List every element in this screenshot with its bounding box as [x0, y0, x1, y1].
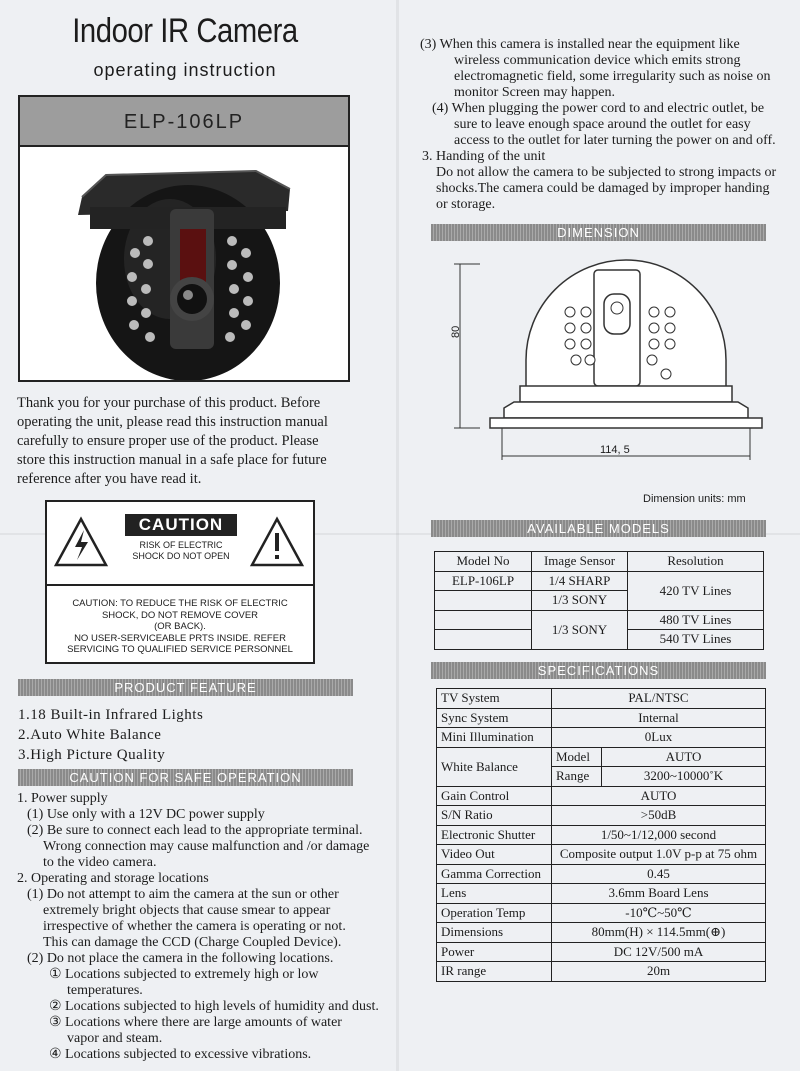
exclamation-warning-icon [249, 516, 305, 568]
models-table [434, 551, 764, 650]
caution-sub-line: SHOCK DO NOT OPEN [132, 551, 230, 561]
list-item: wireless communication device which emits strong [454, 53, 741, 68]
table-cell: 420 TV Lines [628, 571, 764, 610]
table-row [435, 610, 764, 630]
handling-text [420, 37, 792, 213]
list-item: vapor and steam. [67, 1031, 163, 1046]
spec-value: 0Lux [552, 728, 766, 748]
caution-label [45, 500, 315, 664]
list-item: (1) Do not attempt to aim the camera at the sun or other [27, 887, 339, 902]
table-row [437, 825, 766, 845]
list-item: (3) When this camera is installed near the equipment like [420, 37, 740, 52]
list-item: Wrong connection may cause malfunction and /or damage [43, 839, 370, 854]
caution-text-line: CAUTION: TO REDUCE THE RISK OF ELECTRIC [72, 598, 288, 609]
caution-text-line: SERVICING TO QUALIFIED SERVICE PERSONNEL [67, 644, 293, 655]
table-row [435, 552, 764, 572]
spec-value: >50dB [552, 806, 766, 826]
table-cell [435, 610, 532, 630]
spec-sublabel: Model [552, 747, 602, 767]
dimension-units: Dimension units: mm [643, 493, 746, 505]
model-name: ELP-106LP [20, 97, 348, 147]
dimension-height: 80 [450, 325, 462, 338]
spec-value: 80mm(H) × 114.5mm(⊕) [552, 923, 766, 943]
spec-label: Lens [437, 884, 552, 904]
spec-label: Electronic Shutter [437, 825, 552, 845]
table-row [437, 942, 766, 962]
list-item: monitor Screen may happen. [454, 85, 615, 100]
model-panel [18, 95, 350, 382]
table-row [435, 571, 764, 591]
caution-sub-line: RISK OF ELECTRIC [139, 540, 223, 550]
spec-value: DC 12V/500 mA [552, 942, 766, 962]
spec-value: 0.45 [552, 864, 766, 884]
list-item: access to the outlet for later turning the power on and off. [454, 133, 776, 148]
spec-sublabel: Range [552, 767, 602, 787]
caution-text-line: (OR BACK). [154, 621, 206, 632]
table-row [437, 923, 766, 943]
list-item: 1.18 Built-in Infrared Lights [18, 707, 204, 723]
intro-line: operating the unit, please read this instruction manual [17, 414, 328, 430]
spec-label: Dimensions [437, 923, 552, 943]
table-row [437, 747, 766, 767]
table-row [437, 962, 766, 982]
table-cell: 540 TV Lines [628, 630, 764, 650]
table-cell [435, 630, 532, 650]
caution-sub [125, 540, 237, 562]
table-cell: ELP-106LP [435, 571, 532, 591]
table-header: Resolution [628, 552, 764, 572]
safe-operation-list [17, 791, 387, 1063]
spec-value: PAL/NTSC [552, 689, 766, 709]
table-row [437, 708, 766, 728]
list-item: 2. Operating and storage locations [17, 871, 209, 886]
table-header: Model No [435, 552, 532, 572]
caution-text [47, 598, 313, 656]
intro-paragraph [17, 394, 367, 489]
dimension-heading: DIMENSION [431, 224, 766, 241]
table-cell: 1/3 SONY [532, 591, 628, 611]
spec-label: Gamma Correction [437, 864, 552, 884]
list-item: temperatures. [67, 983, 143, 998]
caution-text-line: NO USER-SERVICEABLE PRTS INSIDE. REFER [74, 632, 286, 644]
spec-value: AUTO [602, 747, 766, 767]
spec-label: Video Out [437, 845, 552, 865]
spec-label: TV System [437, 689, 552, 709]
table-row [437, 786, 766, 806]
list-item: 1. Power supply [17, 791, 108, 806]
camera-photo [20, 149, 348, 380]
list-item: irrespective of whether the camera is operating or not. [43, 919, 346, 934]
list-item: ④ Locations subjected to excessive vibrations. [49, 1047, 312, 1062]
specifications-heading: SPECIFICATIONS [431, 662, 766, 679]
list-item: ② Locations subjected to high levels of humidity and dust. [49, 999, 379, 1014]
page-title: Indoor IR Camera [72, 12, 298, 50]
spec-label: Operation Temp [437, 903, 552, 923]
list-item: to the video camera. [43, 855, 157, 870]
table-header: Image Sensor [532, 552, 628, 572]
spec-value: Composite output 1.0V p-p at 75 ohm [552, 845, 766, 865]
divider [47, 584, 313, 586]
list-item: or storage. [436, 197, 496, 212]
list-item: 3.High Picture Quality [18, 747, 166, 763]
spec-label: Mini Illumination [437, 728, 552, 748]
spec-label: S/N Ratio [437, 806, 552, 826]
dimension-drawing [440, 250, 770, 470]
spec-value: 3.6mm Board Lens [552, 884, 766, 904]
intro-line: store this instruction manual in a safe place for future [17, 452, 327, 468]
list-item: 2.Auto White Balance [18, 727, 162, 743]
spec-label: Sync System [437, 708, 552, 728]
spec-value: AUTO [552, 786, 766, 806]
high-voltage-warning-icon [53, 516, 109, 568]
spec-value: 1/50~1/12,000 second [552, 825, 766, 845]
available-models-heading: AVAILABLE MODELS [431, 520, 766, 537]
table-cell: 1/3 SONY [532, 610, 628, 649]
product-feature-heading: PRODUCT FEATURE [18, 679, 353, 696]
table-row [437, 806, 766, 826]
safe-operation-heading: CAUTION FOR SAFE OPERATION [18, 769, 353, 786]
list-item: (4) When plugging the power cord to and electric outlet, be [432, 101, 765, 116]
list-item: electromagnetic field, some irregularity such as noise on [454, 69, 771, 84]
table-row [437, 884, 766, 904]
table-cell: 480 TV Lines [628, 610, 764, 630]
list-item: shocks.The camera could be damaged by improper handing [436, 181, 770, 196]
feature-list [18, 705, 203, 765]
list-item: ① Locations subjected to extremely high or low [49, 967, 319, 982]
spec-label: Gain Control [437, 786, 552, 806]
list-item: (2) Do not place the camera in the following locations. [27, 951, 334, 966]
spec-label: White Balance [437, 747, 552, 786]
list-item: 3. Handing of the unit [422, 149, 546, 164]
caution-text-line: SHOCK, DO NOT REMOVE COVER [101, 609, 259, 621]
spec-label: IR range [437, 962, 552, 982]
table-cell: 1/4 SHARP [532, 571, 628, 591]
table-row [437, 903, 766, 923]
list-item: (2) Be sure to connect each lead to the appropriate terminal. [27, 823, 363, 838]
table-row [437, 845, 766, 865]
table-cell [435, 591, 532, 611]
list-item: extremely bright objects that cause smear to appear [43, 903, 331, 918]
dimension-width: 114, 5 [600, 444, 630, 456]
table-row [437, 864, 766, 884]
spec-value: 20m [552, 962, 766, 982]
list-item: ③ Locations where there are large amounts of water [49, 1015, 342, 1030]
spec-value: Internal [552, 708, 766, 728]
fold-line-vertical [396, 0, 399, 1071]
intro-line: Thank you for your purchase of this product. Before [17, 395, 321, 411]
page-subtitle: operating instruction [93, 60, 277, 80]
intro-line: reference after you have read it. [17, 471, 202, 487]
spec-value: -10℃~50℃ [552, 903, 766, 923]
intro-line: carefully to ensure proper use of the product. Please [17, 433, 319, 449]
table-row [437, 689, 766, 709]
caution-title: CAUTION [125, 514, 237, 536]
spec-value: 3200~10000˚K [602, 767, 766, 787]
list-item: Do not allow the camera to be subjected to strong impacts or [436, 165, 777, 180]
list-item: sure to leave enough space around the outlet for easy [454, 117, 751, 132]
list-item: This can damage the CCD (Charge Coupled Device). [43, 935, 342, 950]
spec-label: Power [437, 942, 552, 962]
table-row [437, 728, 766, 748]
specifications-table [436, 688, 766, 982]
list-item: (1) Use only with a 12V DC power supply [27, 807, 265, 822]
